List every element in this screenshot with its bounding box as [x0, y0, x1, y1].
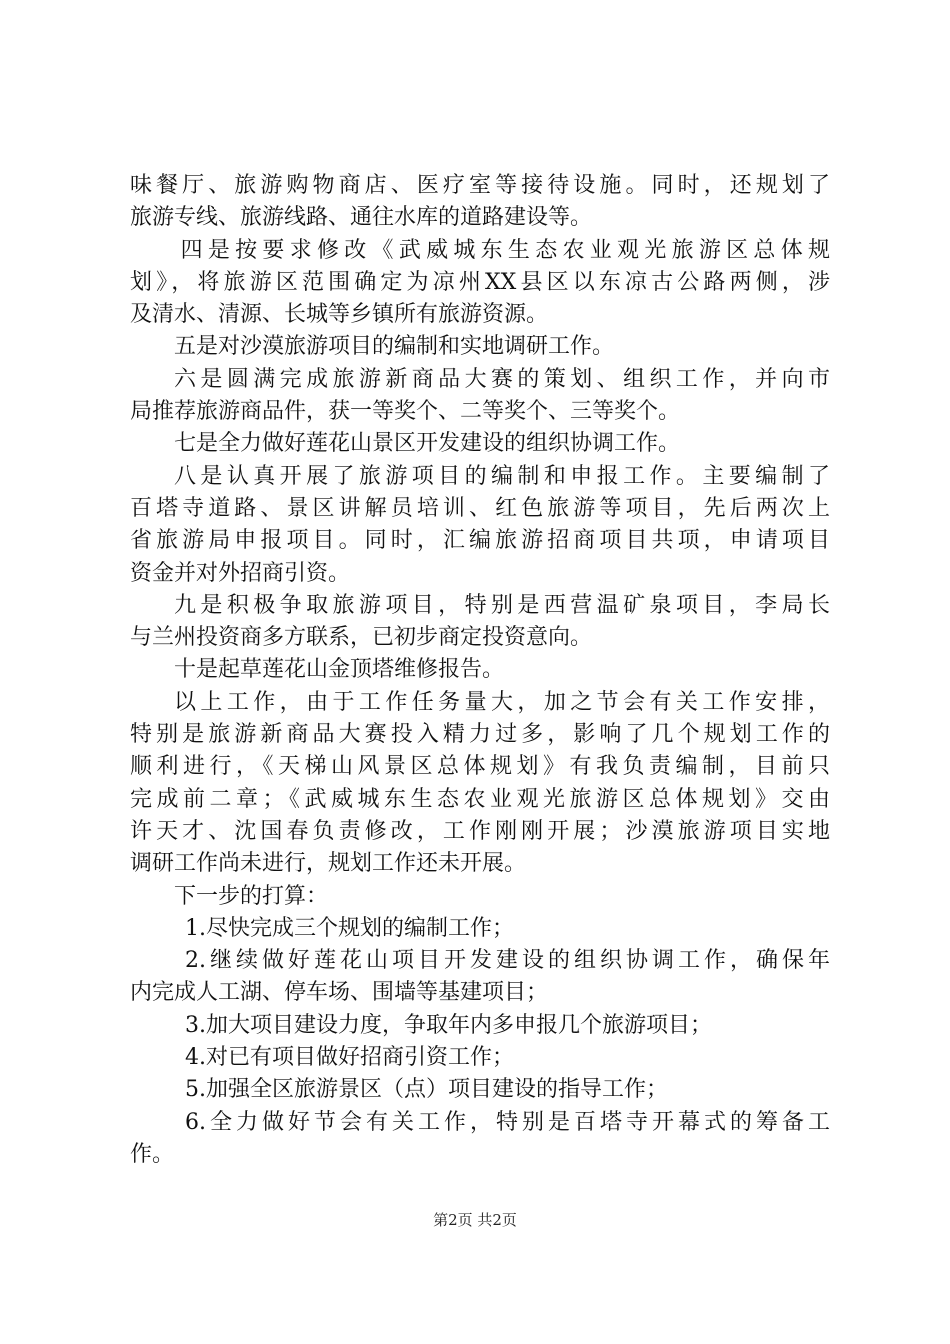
text-line: 十是起草莲花山金顶塔维修报告。 [174, 657, 505, 683]
text-line: 许天才、沈国春负责修改，工作刚刚开展；沙漠旅游项目实地 [130, 818, 830, 844]
text-line: 六是圆满完成旅游新商品大赛的策划、组织工作，并向市 [174, 366, 830, 392]
text-line: 4.对已有项目做好招商引资工作； [185, 1045, 514, 1071]
text-line: 内完成人工湖、停车场、围墙等基建项目； [130, 980, 549, 1006]
text-line: 七是全力做好莲花山景区开发建设的组织协调工作。 [174, 431, 681, 457]
text-line: 调研工作尚未进行，规划工作还未开展。 [130, 851, 527, 877]
text-line: 5.加强全区旅游景区（点）项目建设的指导工作； [185, 1077, 668, 1103]
text-line: 1.尽快完成三个规划的编制工作； [185, 915, 514, 941]
text-line: 百塔寺道路、景区讲解员培训、红色旅游等项目，先后两次上 [130, 495, 830, 521]
text-line: 九是积极争取旅游项目，特别是西营温矿泉项目，李局长 [174, 592, 830, 618]
text-line: 与兰州投资商多方联系，已初步商定投资意向。 [130, 625, 593, 651]
text-line: 作。 [130, 1141, 175, 1167]
text-line: 完成前二章；《武威城东生态农业观光旅游区总体规划》交由 [130, 786, 830, 812]
text-line: 味餐厅、旅游购物商店、医疗室等接待设施。同时，还规划了 [130, 173, 830, 198]
text-line: 6.全力做好节会有关工作，特别是百塔寺开幕式的筹备工 [185, 1109, 830, 1135]
text-line: 2.继续做好莲花山项目开发建设的组织协调工作，确保年 [185, 948, 830, 974]
text-line: 局推荐旅游商品件，获一等奖个、二等奖个、三等奖个。 [130, 399, 681, 425]
text-line: 旅游专线、旅游线路、通往水库的道路建设等。 [130, 205, 593, 231]
text-line: 省旅游局申报项目。同时，汇编旅游招商项目共项，申请项目 [130, 528, 830, 554]
text-line: 特别是旅游新商品大赛投入精力过多，影响了几个规划工作的 [130, 722, 830, 748]
text-line: 及清水、清源、长城等乡镇所有旅游资源。 [130, 302, 549, 328]
text-line: 下一步的打算： [174, 883, 329, 909]
text-line: 顺利进行，《天梯山风景区总体规划》有我负责编制，目前只 [130, 754, 830, 780]
text-line: 3.加大项目建设力度，争取年内多申报几个旅游项目； [185, 1012, 712, 1038]
page-footer: 第2页 共2页 [433, 1211, 517, 1229]
document-body [130, 170, 830, 1171]
text-line: 四是按要求修改《武威城东生态农业观光旅游区总体规 [180, 237, 830, 263]
text-line: 划》，将旅游区范围确定为凉州XX县区以东凉古公路两侧，涉 [130, 269, 830, 295]
text-line: 以上工作，由于工作任务量大，加之节会有关工作安排， [174, 689, 830, 715]
text-line: 资金并对外招商引资。 [130, 560, 351, 586]
text-line: 五是对沙漠旅游项目的编制和实地调研工作。 [174, 334, 615, 360]
text-line: 八是认真开展了旅游项目的编制和申报工作。主要编制了 [174, 463, 830, 489]
